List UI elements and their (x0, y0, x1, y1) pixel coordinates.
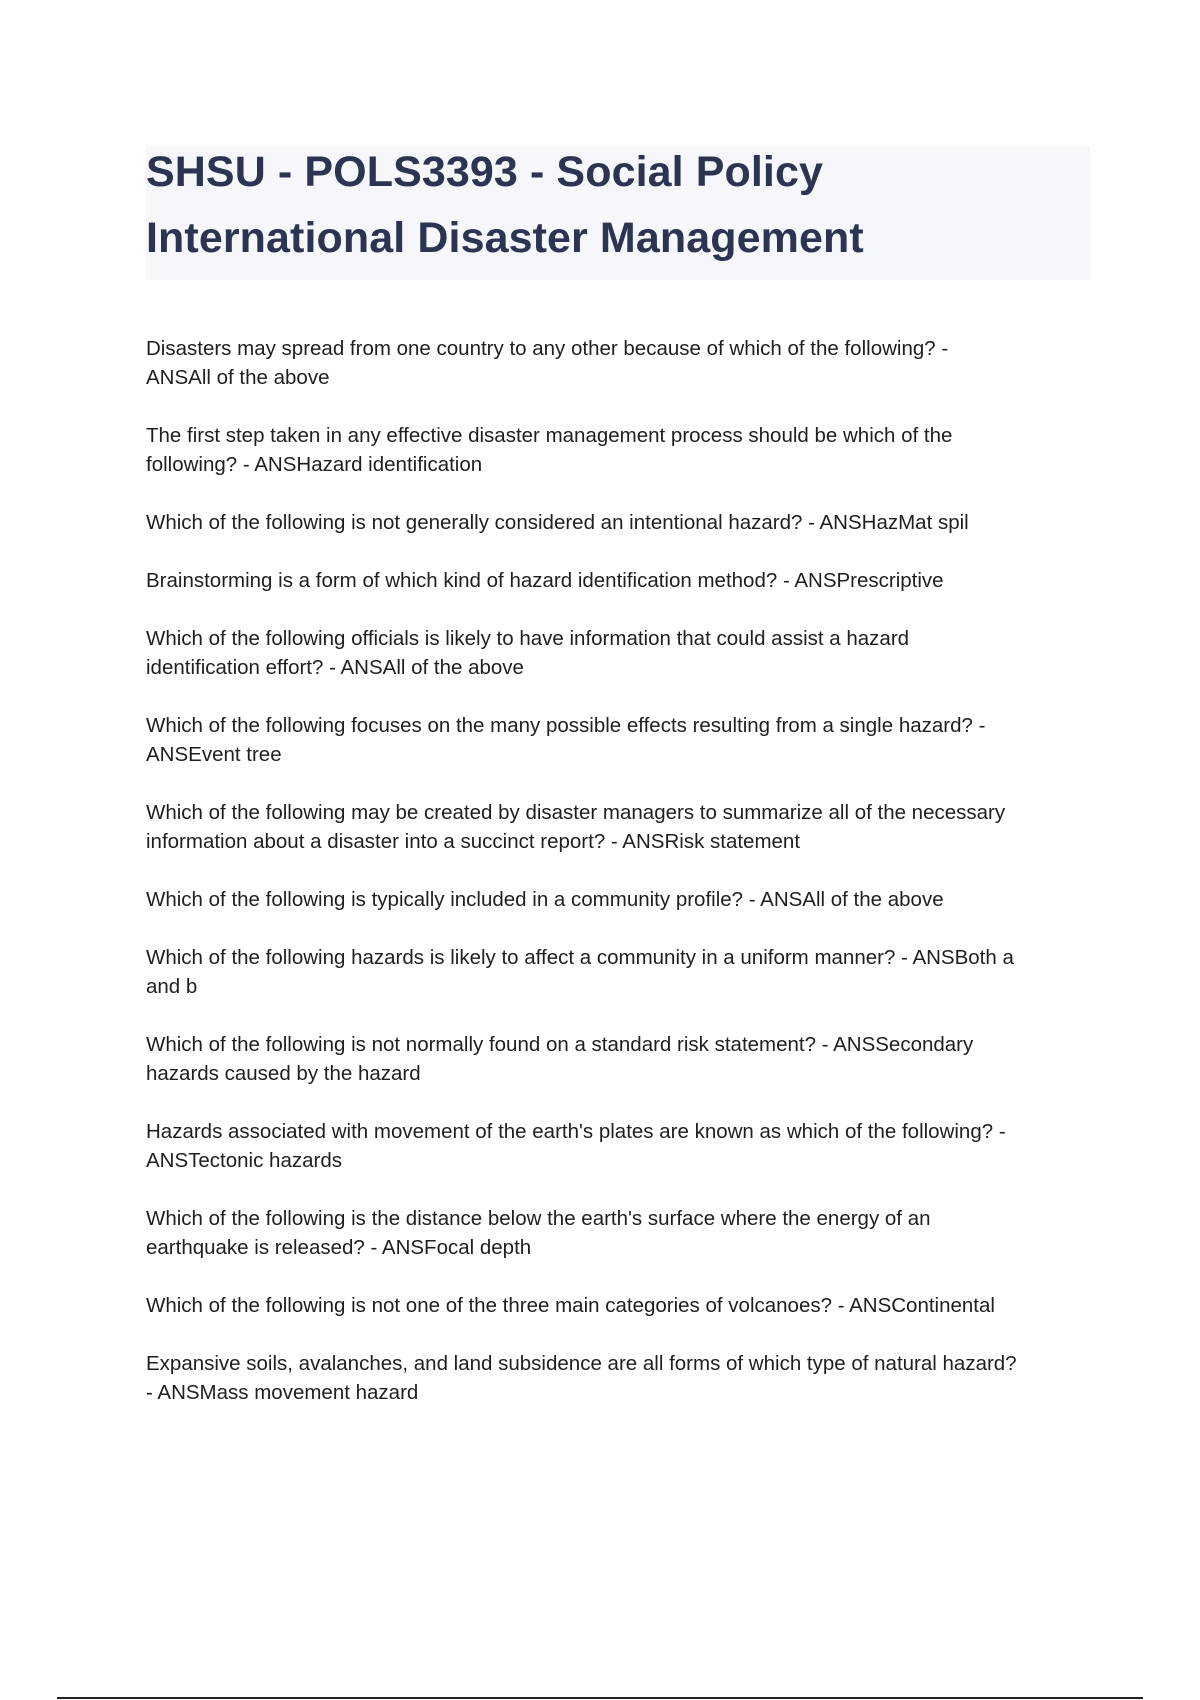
qa-text-line: Which of the following is not normally found on a standard risk statement? - ANSSecondary (146, 1033, 974, 1056)
qa-item (146, 566, 1096, 595)
qa-text-line: and b (146, 975, 198, 998)
qa-item (146, 334, 1096, 392)
qa-item (146, 508, 1096, 537)
qa-text-line: Which of the following is the distance below the earth's surface where the energy of an (146, 1207, 931, 1230)
qa-item (146, 1117, 1096, 1175)
qa-text-line: ANSAll of the above (146, 366, 330, 389)
qa-text-line: identification effort? - ANSAll of the above (146, 656, 524, 679)
qa-text-line: ANSEvent tree (146, 743, 282, 766)
qa-text-line: information about a disaster into a succinct report? - ANSRisk statement (146, 830, 801, 853)
qa-text-line: following? - ANSHazard identification (146, 453, 483, 476)
title-banner (146, 146, 1090, 280)
qa-text-line: Brainstorming is a form of which kind of hazard identification method? - ANSPrescriptive (146, 569, 944, 592)
qa-item (146, 624, 1096, 682)
qa-text-line: Expansive soils, avalanches, and land subsidence are all forms of which type of natural hazard? (146, 1352, 1017, 1375)
qa-text-line: The first step taken in any effective disaster management process should be which of the (146, 424, 953, 447)
qa-text-line: ANSTectonic hazards (146, 1149, 342, 1172)
qa-text-line: Which of the following officials is likely to have information that could assist a hazard (146, 627, 910, 650)
qa-item (146, 885, 1096, 914)
qa-item (146, 1030, 1096, 1088)
qa-text-line: Which of the following focuses on the many possible effects resulting from a single hazard? - (146, 714, 986, 737)
qa-text-line: Which of the following is not generally considered an intentional hazard? - ANSHazMat spil (146, 511, 969, 534)
qa-text-line: Which of the following is typically included in a community profile? - ANSAll of the above (146, 888, 944, 911)
qa-text-line: Which of the following is not one of the three main categories of volcanoes? - ANSContinental (146, 1294, 995, 1317)
qa-text-line: hazards caused by the hazard (146, 1062, 421, 1085)
qa-item (146, 1204, 1096, 1262)
qa-text-line: Disasters may spread from one country to any other because of which of the following? - (146, 337, 949, 360)
qa-text-line: - ANSMass movement hazard (146, 1381, 419, 1404)
qa-text-line: Which of the following may be created by disaster managers to summarize all of the necessary (146, 801, 1006, 824)
qa-list (146, 334, 1096, 1436)
qa-item (146, 1349, 1096, 1407)
qa-text-line: Which of the following hazards is likely to affect a community in a uniform manner? - ANSBoth a (146, 946, 1014, 969)
document-title-line-1: SHSU - POLS3393 - Social Policy (146, 148, 824, 196)
qa-item (146, 943, 1096, 1001)
qa-item (146, 1291, 1096, 1320)
document-title-line-2: International Disaster Management (146, 214, 864, 262)
qa-item (146, 711, 1096, 769)
qa-item (146, 421, 1096, 479)
footer-divider (57, 1697, 1143, 1699)
qa-text-line: Hazards associated with movement of the earth's plates are known as which of the following? - (146, 1120, 1006, 1143)
qa-item (146, 798, 1096, 856)
qa-text-line: earthquake is released? - ANSFocal depth (146, 1236, 532, 1259)
